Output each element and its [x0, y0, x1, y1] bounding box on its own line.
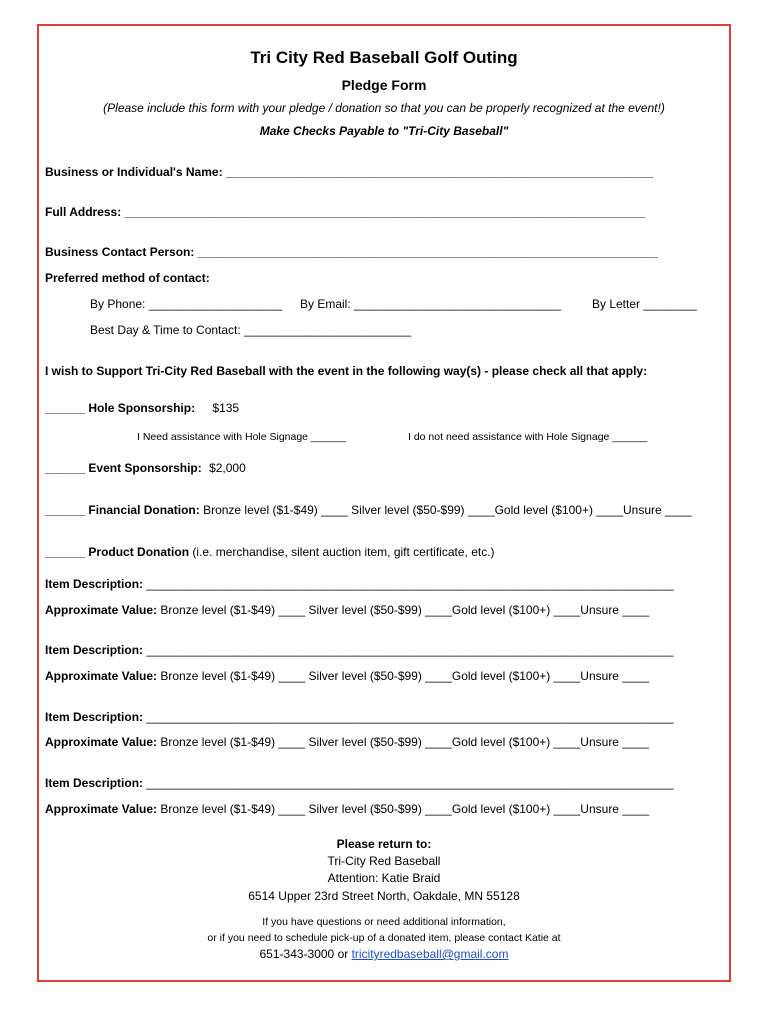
item-description-row[interactable]	[45, 643, 674, 657]
best-day-field[interactable]: Best Day & Time to Contact: _________________________	[90, 323, 411, 337]
approximate-value-row	[45, 802, 649, 816]
hole-sponsorship-row	[45, 401, 239, 415]
item-description-line[interactable]: _______________________________________________________________________________	[146, 776, 674, 790]
full-address-field[interactable]: Full Address: ______________________________________________________________________________	[45, 205, 646, 219]
product-donation-note: (i.e. merchandise, silent auction item, gift certificate, etc.)	[192, 545, 495, 559]
return-org: Tri-City Red Baseball	[327, 854, 441, 868]
event-sponsorship-row	[45, 461, 246, 475]
approximate-value-label: Approximate Value:	[45, 735, 158, 749]
product-donation-row	[45, 545, 495, 559]
approximate-value-label: Approximate Value:	[45, 802, 158, 816]
approximate-value-levels[interactable]: Bronze level ($1-$49) ____ Silver level ($50-$99) ____Gold level ($100+) ____Unsure ____	[160, 669, 650, 683]
approximate-value-label: Approximate Value:	[45, 669, 158, 683]
event-sponsorship-label: Event Sponsorship:	[88, 461, 202, 475]
item-description-label: Item Description:	[45, 776, 144, 790]
item-description-label: Item Description:	[45, 577, 144, 591]
item-description-line[interactable]: _______________________________________________________________________________	[146, 643, 674, 657]
checks-payable: Make Checks Payable to "Tri-City Baseball"	[259, 124, 509, 138]
contact-phone: 651-343-3000 or	[259, 947, 349, 961]
financial-donation-levels[interactable]: Bronze level ($1-$49) ____ Silver level ($50-$99) ____Gold level ($100+) ____Unsure ____	[203, 503, 692, 517]
approximate-value-levels[interactable]: Bronze level ($1-$49) ____ Silver level ($50-$99) ____Gold level ($100+) ____Unsure ____	[160, 735, 650, 749]
approximate-value-row	[45, 735, 649, 749]
form-subtitle: Pledge Form	[341, 77, 427, 93]
product-donation-label: Product Donation	[88, 545, 190, 559]
item-description-row[interactable]	[45, 776, 674, 790]
approximate-value-levels[interactable]: Bronze level ($1-$49) ____ Silver level ($50-$99) ____Gold level ($100+) ____Unsure ____	[160, 802, 650, 816]
contact-person-field[interactable]: Business Contact Person: _____________________________________________________________________	[45, 245, 659, 259]
financial-donation-label: Financial Donation:	[88, 503, 200, 517]
footer-line-1: If you have questions or need additional information,	[262, 916, 506, 928]
by-letter-field[interactable]: By Letter ________	[592, 297, 697, 311]
contact-email-link[interactable]: tricityredbaseball@gmail.com	[351, 947, 509, 961]
approximate-value-row	[45, 669, 649, 683]
item-description-line[interactable]: _______________________________________________________________________________	[146, 577, 674, 591]
return-address: 6514 Upper 23rd Street North, Oakdale, MN 55128	[248, 889, 520, 903]
approximate-value-label: Approximate Value:	[45, 603, 158, 617]
item-description-row[interactable]	[45, 577, 674, 591]
event-sponsorship-checkbox[interactable]: ______	[45, 461, 86, 475]
business-name-field[interactable]: Business or Individual's Name: ________________________________________________________________	[45, 165, 654, 179]
form-title: Tri City Red Baseball Golf Outing	[250, 48, 518, 67]
item-description-row[interactable]	[45, 710, 674, 724]
form-note: (Please include this form with your pledge / donation so that you can be properly recognized at the event!)	[103, 101, 665, 115]
return-attention: Attention: Katie Braid	[327, 871, 441, 885]
financial-donation-checkbox[interactable]: ______	[45, 503, 86, 517]
event-sponsorship-price: $2,000	[209, 461, 246, 475]
hole-sponsorship-checkbox[interactable]: ______	[45, 401, 86, 415]
item-description-line[interactable]: _______________________________________________________________________________	[146, 710, 674, 724]
hole-sponsorship-price: $135	[212, 401, 240, 415]
financial-donation-row	[45, 503, 692, 517]
footer-contact	[39, 947, 729, 961]
approximate-value-row	[45, 603, 649, 617]
product-donation-checkbox[interactable]: ______	[45, 545, 86, 559]
footer-line-2: or if you need to schedule pick-up of a donated item, please contact Katie at	[207, 932, 561, 944]
no-signage-option[interactable]: I do not need assistance with Hole Signage ______	[408, 431, 648, 443]
need-signage-option[interactable]: I Need assistance with Hole Signage ______	[137, 431, 346, 443]
by-phone-field[interactable]: By Phone: ____________________	[90, 297, 283, 311]
return-heading: Please return to:	[336, 837, 432, 851]
support-intro: I wish to Support Tri-City Red Baseball with the event in the following way(s) - please check all that apply:	[45, 364, 648, 378]
item-description-label: Item Description:	[45, 643, 144, 657]
item-description-label: Item Description:	[45, 710, 144, 724]
by-email-field[interactable]: By Email: _______________________________	[300, 297, 561, 311]
hole-sponsorship-label: Hole Sponsorship:	[88, 401, 196, 415]
preferred-method-label: Preferred method of contact:	[45, 271, 210, 285]
approximate-value-levels[interactable]: Bronze level ($1-$49) ____ Silver level ($50-$99) ____Gold level ($100+) ____Unsure ____	[160, 603, 650, 617]
